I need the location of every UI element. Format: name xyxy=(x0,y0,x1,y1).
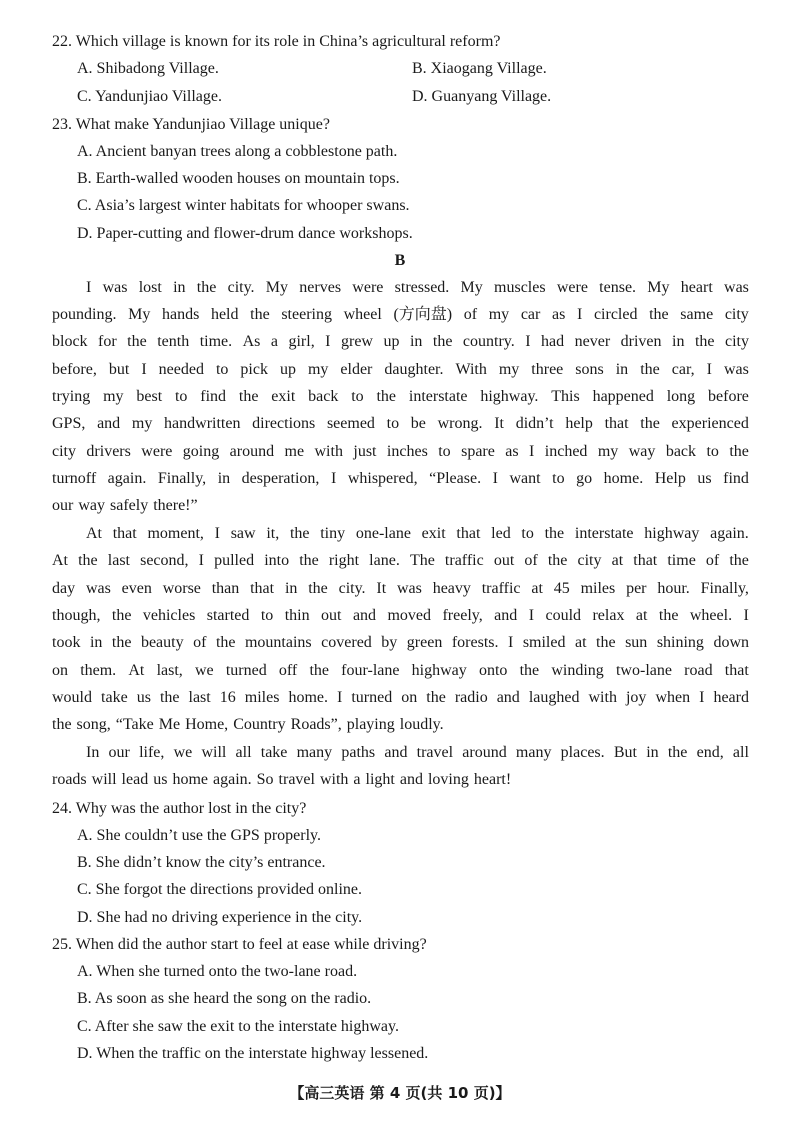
question-25-option-b: B. As soon as she heard the song on the radio. xyxy=(77,990,372,1007)
page-footer: 【高三英语 第 4 页(共 10 页)】 xyxy=(289,1084,511,1102)
passage-line: trying my best to find the exit back to the interstate highway. This happened long before xyxy=(52,388,749,405)
question-24-option-c: C. She forgot the directions provided online. xyxy=(77,881,362,898)
question-22-stem: 22. Which village is known for its role in China’s agricultural reform? xyxy=(52,33,501,50)
question-23-option-a: A. Ancient banyan trees along a cobblestone path. xyxy=(77,143,398,160)
question-25-option-d: D. When the traffic on the interstate highway lessened. xyxy=(77,1045,429,1062)
question-24-option-a: A. She couldn’t use the GPS properly. xyxy=(77,827,321,844)
passage-line: At the last second, I pulled into the right lane. The traffic out of the city at that time of the xyxy=(52,552,749,569)
passage-line: our way safely there!” xyxy=(52,497,198,514)
passage-line: day was even worse than that in the city. It was heavy traffic at 45 miles per hour. Finally, xyxy=(52,580,749,597)
passage-line: the song, “Take Me Home, Country Roads”, playing loudly. xyxy=(52,716,444,733)
question-23-stem: 23. What make Yandunjiao Village unique? xyxy=(52,116,330,133)
passage-line: on them. At last, we turned off the four-lane highway onto the winding two-lane road that xyxy=(52,662,749,679)
question-23-option-c: C. Asia’s largest winter habitats for whooper swans. xyxy=(77,197,410,214)
question-25-option-a: A. When she turned onto the two-lane road. xyxy=(77,963,358,980)
passage-line: roads will lead us home again. So travel with a light and loving heart! xyxy=(52,771,512,788)
question-24-option-d: D. She had no driving experience in the city. xyxy=(77,909,363,926)
passage-line: before, but I needed to pick up my elder daughter. With my three sons in the car, I was xyxy=(52,361,749,378)
passage-line: I was lost in the city. My nerves were stressed. My muscles were tense. My heart was xyxy=(86,279,749,296)
passage-line: city drivers were going around me with just inches to spare as I inched my way back to the xyxy=(52,443,749,460)
question-24-stem: 24. Why was the author lost in the city? xyxy=(52,800,307,817)
question-22-option-c: C. Yandunjiao Village. xyxy=(77,88,222,105)
passage-line: would take us the last 16 miles home. I turned on the radio and laughed with joy when I heard xyxy=(52,689,749,706)
passage-line: though, the vehicles started to thin out and moved freely, and I could relax at the wheel. I xyxy=(52,607,749,624)
question-24-option-b: B. She didn’t know the city’s entrance. xyxy=(77,854,326,871)
passage-line: took in the beauty of the mountains covered by green forests. I smiled at the sun shining down xyxy=(52,634,749,651)
question-23-option-d: D. Paper-cutting and flower-drum dance workshops. xyxy=(77,225,413,242)
question-22-option-b: B. Xiaogang Village. xyxy=(412,60,547,77)
section-b-title: B xyxy=(394,252,406,269)
passage-line: turnoff again. Finally, in desperation, I whispered, “Please. I want to go home. Help us find xyxy=(52,470,749,487)
passage-line: At that moment, I saw it, the tiny one-lane exit that led to the interstate highway again. xyxy=(86,525,749,542)
question-23-option-b: B. Earth-walled wooden houses on mountain tops. xyxy=(77,170,400,187)
passage-line: block for the tenth time. As a girl, I grew up in the country. I had never driven in the city xyxy=(52,333,749,350)
question-25-stem: 25. When did the author start to feel at ease while driving? xyxy=(52,936,427,953)
passage-line: GPS, and my handwritten directions seemed to be wrong. It didn’t help that the experienced xyxy=(52,415,749,432)
passage-line: In our life, we will all take many paths and travel around many places. But in the end, all xyxy=(86,744,749,761)
question-22-option-d: D. Guanyang Village. xyxy=(412,88,552,105)
question-25-option-c: C. After she saw the exit to the interstate highway. xyxy=(77,1018,399,1035)
passage-line: pounding. My hands held the steering wheel (方向盘) of my car as I circled the same city xyxy=(52,306,749,323)
question-22-option-a: A. Shibadong Village. xyxy=(77,60,219,77)
